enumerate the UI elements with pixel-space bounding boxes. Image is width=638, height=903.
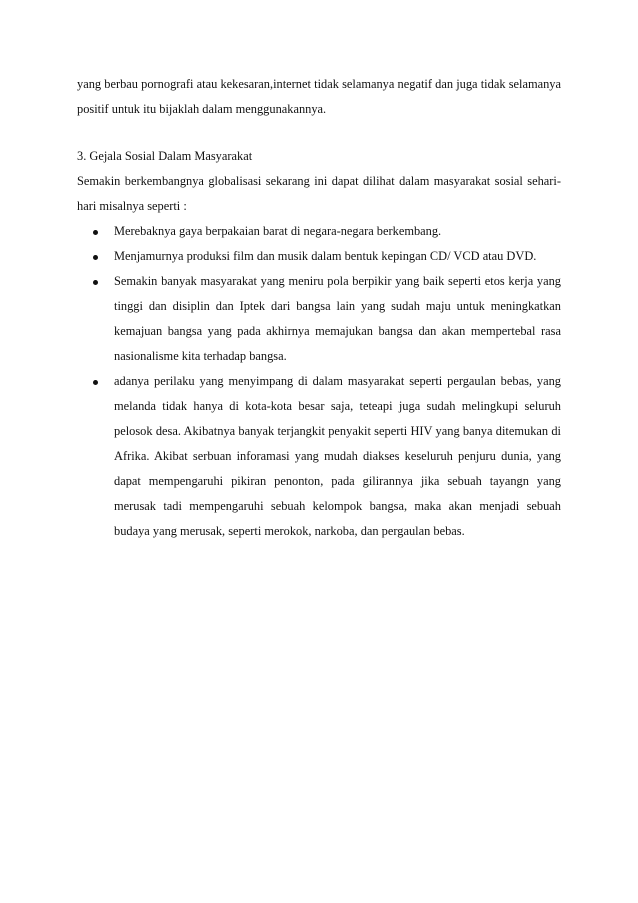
bullet-icon bbox=[90, 269, 100, 294]
list-item-text: Semakin banyak masyarakat yang meniru pola berpikir yang baik seperti etos kerja yang tinggi dan disiplin dan Iptek dari bangsa lain yang sudah maju untuk meningkatkan kemajuan bangsa yang pada akhirnya memajukan bangsa dan akan mempertebal rasa nasionalisme kita terhadap bangsa. bbox=[114, 274, 561, 363]
paragraph-spacer bbox=[77, 122, 561, 144]
list-item bbox=[77, 244, 561, 269]
bullet-icon bbox=[90, 369, 100, 394]
bullet-icon bbox=[90, 244, 100, 269]
list-item-text: Menjamurnya produksi film dan musik dalam bentuk kepingan CD/ VCD atau DVD. bbox=[114, 249, 537, 263]
intro-paragraph: yang berbau pornografi atau kekesaran,internet tidak selamanya negatif dan juga tidak selamanya positif untuk itu bijaklah dalam menggunakannya. bbox=[77, 77, 561, 116]
list-item bbox=[77, 269, 561, 369]
list-item-text: Merebaknya gaya berpakaian barat di negara-negara berkembang. bbox=[114, 224, 442, 238]
document-body bbox=[77, 72, 561, 544]
bullet-icon bbox=[90, 219, 100, 244]
section-heading: 3. Gejala Sosial Dalam Masyarakat bbox=[77, 149, 253, 163]
list-item bbox=[77, 219, 561, 244]
section-paragraph: Semakin berkembangnya globalisasi sekarang ini dapat dilihat dalam masyarakat sosial sehari-hari misalnya seperti : bbox=[77, 174, 561, 213]
list-item-text: adanya perilaku yang menyimpang di dalam masyarakat seperti pergaulan bebas, yang melanda tidak hanya di kota-kota besar saja, teteapi juga sudah melingkupi seluruh pelosok desa. Akibatnya banyak terjangkit penyakit seperti HIV yang banya ditemukan di Afrika. Akibat serbuan inforamasi yang mudah diakses keseluruh penjuru dunia, yang dapat mempengaruhi pikiran penonton, pada gilirannya jika sebuah tayangn yang merusak tadi mempengaruhi sebuah kelompok bangsa, maka akan menjadi sebuah budaya yang merusak, seperti merokok, narkoba, dan pergaulan bebas. bbox=[114, 374, 561, 538]
bullet-list bbox=[77, 219, 561, 544]
list-item bbox=[77, 369, 561, 544]
